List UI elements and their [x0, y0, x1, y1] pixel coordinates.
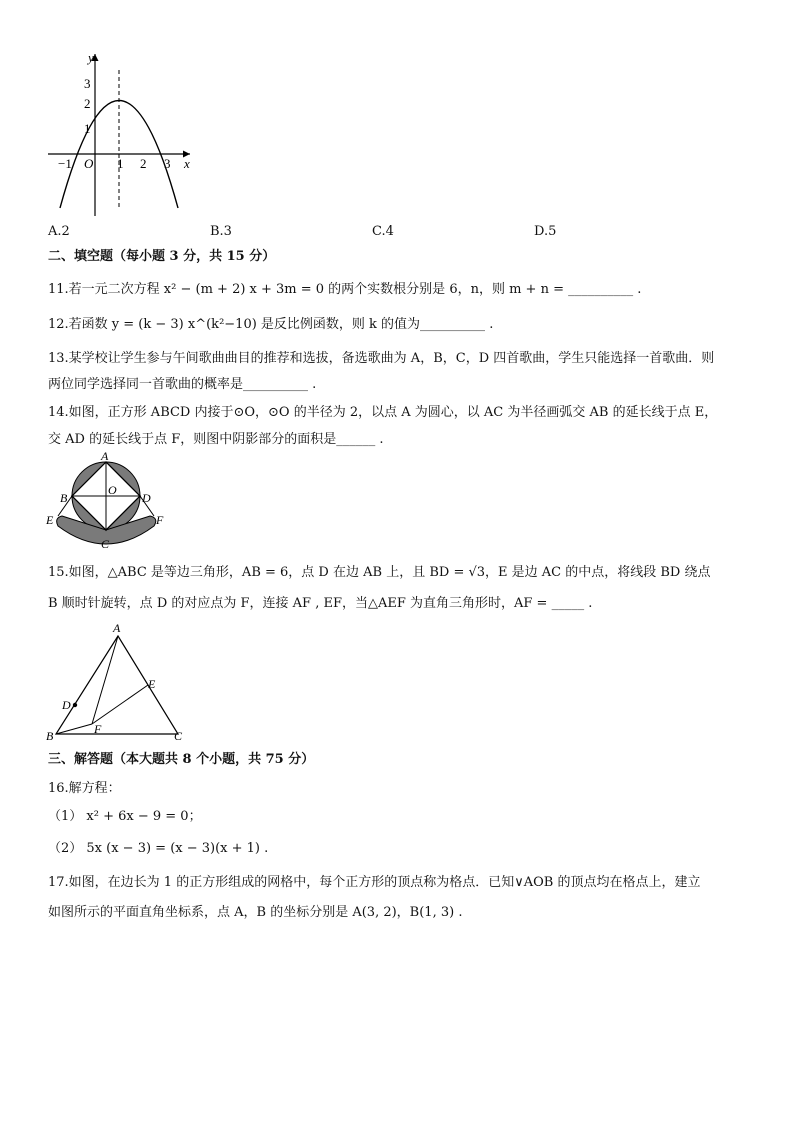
- question-15-line1: 15.如图，△ABC 是等边三角形，AB = 6，点 D 在边 AB 上，且 BD = √3，E 是边 AC 的中点，将线段 BD 绕点: [48, 565, 711, 580]
- question-15-line2: B 顺时针旋转，点 D 的对应点为 F，连接 AF , EF，当△AEF 为直角三角形时，AF = _____ .: [48, 596, 593, 611]
- question-16-part1: （1） x² + 6x − 9 = 0；: [48, 809, 202, 824]
- question-16-part2: （2） 5x (x − 3) = (x − 3)(x + 1) .: [48, 841, 269, 856]
- triangle-figure: [44, 620, 194, 744]
- y-tick-label: 1: [84, 121, 91, 136]
- point-d-dot: [73, 703, 77, 707]
- option-c: C.4: [372, 224, 394, 239]
- question-17-line1: 17.如图，在边长为 1 的正方形组成的网格中，每个正方形的顶点称为格点．已知∨AOB 的顶点均在格点上，建立: [48, 875, 701, 890]
- segment-ef: [92, 685, 148, 724]
- point-label-c: C: [174, 729, 183, 743]
- question-13-line1: 13.某学校让学生参与午间歌曲曲目的推荐和选拔，备选歌曲为 A，B，C，D 四首歌曲，学生只能选择一首歌曲．则: [48, 351, 715, 366]
- point-label-b: B: [46, 729, 54, 743]
- point-label-a: A: [113, 621, 121, 635]
- point-label-e: E: [46, 513, 54, 527]
- question-16-title: 16.解方程：: [48, 781, 121, 796]
- point-label-o: O: [108, 483, 117, 497]
- segment-af: [92, 636, 118, 724]
- question-13-line2: 两位同学选择同一首歌曲的概率是__________ .: [48, 377, 317, 392]
- point-label-a: A: [101, 452, 109, 463]
- option-a: A.2: [48, 224, 70, 239]
- point-label-d: D: [142, 491, 151, 505]
- question-14-line1: 14.如图，正方形 ABCD 内接于⊙O，⊙O 的半径为 2，以点 A 为圆心，以 AC 为半径画弧交 AB 的延长线于点 E，: [48, 405, 718, 420]
- circle-square-figure: [44, 452, 174, 552]
- point-label-c: C: [101, 537, 110, 551]
- question-14-line2: 交 AD 的延长线于点 F，则图中阴影部分的面积是______ .: [48, 432, 384, 447]
- question-11: 11.若一元二次方程 x² − (m + 2) x + 3m = 0 的两个实数根分别是 6，n，则 m + n = __________ .: [48, 282, 642, 297]
- point-label-e: E: [148, 677, 156, 691]
- point-label-f: F: [94, 722, 102, 736]
- point-label-d: D: [62, 698, 71, 712]
- x-tick-label: 1: [117, 156, 124, 171]
- question-17-line2: 如图所示的平面直角坐标系，点 A，B 的坐标分别是 A(3, 2)，B(1, 3) .: [48, 905, 463, 920]
- origin-label: O: [84, 156, 94, 171]
- y-tick-label: 3: [84, 76, 91, 91]
- triangle-abc: [56, 636, 178, 734]
- option-b: B.3: [210, 224, 232, 239]
- point-label-f: F: [156, 513, 164, 527]
- point-label-b: B: [60, 491, 68, 505]
- y-axis-label: y: [88, 50, 94, 65]
- question-12: 12.若函数 y = (k − 3) x^(k²−10) 是反比例函数，则 k 的值为__________ .: [48, 317, 494, 332]
- section-heading: 二、填空题（每小题 3 分，共 15 分）: [48, 249, 276, 264]
- x-tick-label: 3: [164, 156, 171, 171]
- option-d: D.5: [534, 224, 557, 239]
- x-tick-label: −1: [58, 156, 72, 171]
- section-heading: 三、解答题（本大题共 8 个小题，共 75 分）: [48, 752, 315, 767]
- y-tick-label: 2: [84, 96, 91, 111]
- x-tick-label: 2: [140, 156, 147, 171]
- parabola-graph: [44, 48, 204, 220]
- x-axis-label: x: [184, 156, 190, 171]
